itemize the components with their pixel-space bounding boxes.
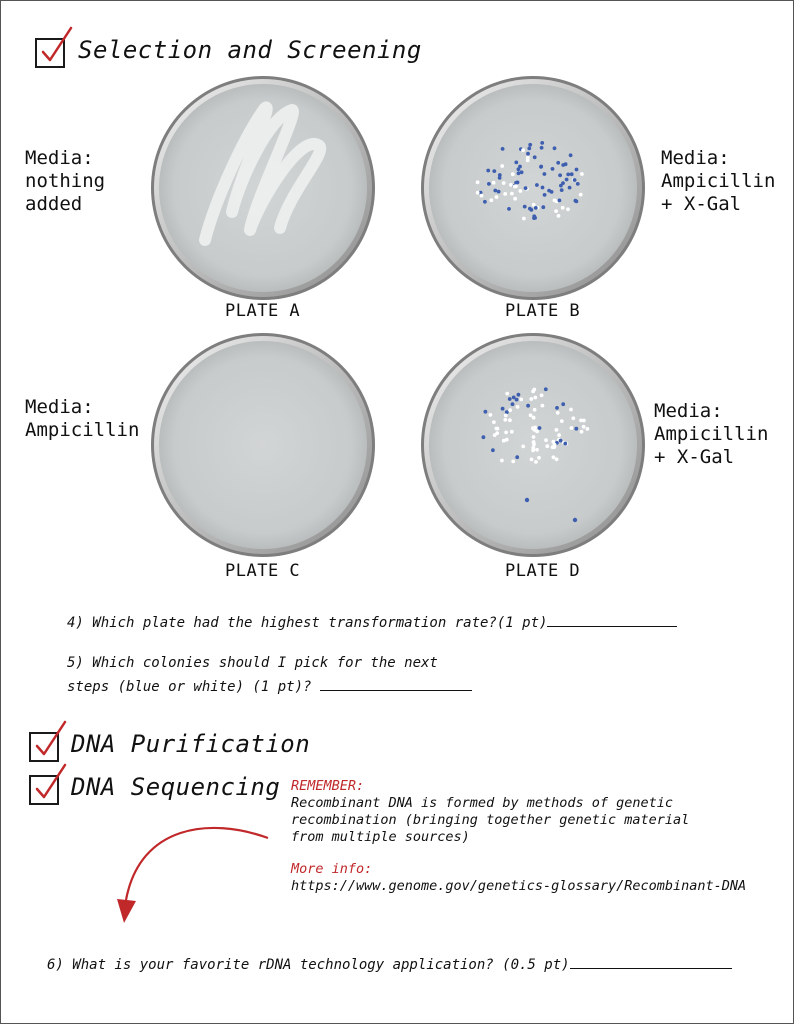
white-colony	[532, 203, 536, 207]
blue-colony	[558, 173, 562, 177]
question-5-line-2	[67, 675, 472, 699]
blue-colony	[533, 216, 537, 220]
white-colony	[554, 209, 558, 213]
blue-colony	[539, 165, 543, 169]
white-colony	[510, 430, 514, 434]
question-4	[67, 611, 677, 635]
blue-colony	[527, 147, 531, 151]
white-colony	[566, 207, 570, 211]
checkbox-purification-icon[interactable]	[29, 732, 59, 762]
plate-label-b: PLATE B	[505, 301, 581, 321]
plate-label-d: PLATE D	[505, 561, 581, 581]
white-colony	[489, 413, 493, 417]
white-colony	[510, 192, 514, 196]
blue-colony	[560, 188, 564, 192]
blue-colony	[498, 176, 502, 180]
white-colony	[500, 459, 504, 463]
blue-colony	[526, 404, 530, 408]
blue-colony	[497, 190, 501, 194]
white-colony	[529, 397, 533, 401]
blue-colony	[524, 186, 528, 190]
blue-colony	[561, 402, 565, 406]
blue-colony	[487, 182, 491, 186]
white-colony	[500, 164, 504, 168]
white-colony	[571, 416, 575, 420]
blue-colony	[564, 162, 568, 166]
white-colony	[579, 193, 583, 197]
blue-colony	[570, 172, 574, 176]
white-colony	[553, 199, 557, 203]
white-colony	[555, 428, 559, 432]
blue-colony	[573, 518, 577, 522]
white-colony	[533, 396, 537, 400]
blue-colony	[568, 186, 572, 190]
white-colony	[518, 189, 522, 193]
white-colony	[533, 426, 537, 430]
white-colony	[511, 172, 515, 176]
white-colony	[492, 420, 496, 424]
blue-colony	[553, 146, 557, 150]
blue-colony	[508, 397, 512, 401]
checkmark-icon	[31, 763, 71, 803]
blue-colony	[558, 199, 562, 203]
media-label-plate-d: Media: Ampicillin + X-Gal	[654, 400, 769, 468]
white-colony	[535, 430, 539, 434]
white-colony	[532, 442, 536, 446]
media-label-plate-c: Media: Ampicillin	[25, 396, 140, 441]
white-colony	[556, 411, 560, 415]
white-colony	[476, 180, 480, 184]
blue-colony	[541, 186, 545, 190]
white-colony	[535, 448, 539, 452]
plate-label-a: PLATE A	[225, 301, 301, 321]
blue-colony	[486, 169, 490, 173]
question-6	[47, 953, 732, 977]
blue-colony	[559, 439, 563, 443]
white-colony	[495, 427, 499, 431]
blue-colony	[491, 448, 495, 452]
white-colony	[560, 419, 564, 423]
white-colony	[495, 195, 499, 199]
plate-a	[151, 76, 375, 300]
blue-colony	[482, 435, 486, 439]
blue-colony	[511, 402, 515, 406]
blue-colony	[556, 161, 560, 165]
white-colony	[521, 445, 525, 449]
blue-colony	[501, 147, 505, 151]
blue-colony	[574, 427, 578, 431]
white-colony	[526, 156, 530, 160]
white-colony	[582, 419, 586, 423]
white-colony	[476, 191, 480, 195]
blue-colony	[543, 193, 547, 197]
question-4-text: 4) Which plate had the highest transformation rate?(1 pt)	[67, 615, 548, 631]
white-colony	[505, 392, 509, 396]
white-colony	[504, 431, 508, 435]
white-colony	[522, 217, 526, 221]
blue-colony	[483, 200, 487, 204]
white-colony	[544, 438, 548, 442]
white-colony	[586, 427, 590, 431]
white-colony	[503, 418, 507, 422]
white-colony	[541, 404, 545, 408]
blue-colony	[535, 183, 539, 187]
white-colony	[532, 435, 536, 439]
white-colony	[530, 458, 534, 462]
blue-colony	[515, 398, 519, 402]
blue-colony	[515, 455, 519, 459]
white-colony	[514, 184, 518, 188]
question-5-line-1: 5) Which colonies should I pick for the next	[67, 655, 438, 671]
blue-colony	[526, 152, 530, 156]
more-info-label: More info:	[291, 861, 373, 877]
white-colony	[569, 408, 573, 412]
remember-label: REMEMBER:	[291, 778, 365, 794]
white-colony	[580, 430, 584, 434]
white-colony	[540, 393, 544, 397]
blue-colony	[507, 207, 511, 211]
blue-colony	[551, 167, 555, 171]
blue-colony	[514, 161, 518, 165]
answer-blank-5[interactable]	[320, 677, 472, 691]
media-label-plate-a: Media: nothing added	[25, 147, 106, 215]
blue-colony	[569, 153, 573, 157]
blue-colony	[563, 442, 567, 446]
blue-colony	[514, 181, 518, 185]
blue-colony	[533, 155, 537, 159]
white-colony	[495, 431, 499, 435]
white-colony	[502, 439, 506, 443]
blue-colony	[561, 181, 565, 185]
white-colony	[513, 197, 517, 201]
white-colony	[551, 445, 555, 449]
blue-colony	[525, 498, 529, 502]
white-colony	[580, 172, 584, 176]
blue-colony	[534, 206, 538, 210]
blue-colony	[528, 143, 532, 147]
media-label-plate-b: Media: Ampicillin + X-Gal	[661, 147, 776, 215]
white-colony	[480, 194, 484, 198]
white-colony	[511, 460, 515, 464]
section-title-sequencing: DNA Sequencing	[71, 773, 281, 801]
blue-colony	[492, 169, 496, 173]
white-colony	[516, 405, 520, 409]
white-colony	[492, 181, 496, 185]
blue-colony	[540, 141, 544, 145]
blue-colony	[576, 182, 580, 186]
white-colony	[570, 426, 574, 430]
blue-colony	[541, 205, 545, 209]
white-colony	[519, 398, 523, 402]
answer-blank-4[interactable]	[547, 613, 677, 627]
answer-blank-6[interactable]	[570, 955, 732, 969]
blue-colony	[501, 407, 505, 411]
blue-colony	[543, 172, 547, 176]
white-colony	[557, 433, 561, 437]
white-colony	[552, 455, 556, 459]
blue-colony	[550, 190, 554, 194]
blue-colony	[517, 393, 521, 397]
blue-colony	[575, 200, 579, 204]
white-colony	[508, 408, 512, 412]
white-colony	[561, 206, 565, 210]
white-colony	[582, 425, 586, 429]
remember-line-2: recombination (bringing together genetic material	[291, 812, 690, 828]
white-colony	[557, 214, 561, 218]
white-colony	[534, 460, 538, 464]
more-info-url[interactable]: https://www.genome.gov/genetics-glossary/Recombinant-DNA	[291, 878, 747, 894]
blue-colony	[493, 189, 497, 193]
blue-colony	[528, 207, 532, 211]
remember-note	[291, 778, 746, 895]
white-colony	[555, 457, 559, 461]
white-colony	[509, 183, 513, 187]
white-colony	[489, 198, 493, 202]
question-5-text: steps (blue or white) (1 pt)?	[67, 679, 320, 695]
section-title-purification: DNA Purification	[71, 730, 311, 758]
question-6-text: 6) What is your favorite rDNA technology application? (0.5 pt)	[47, 957, 570, 973]
blue-colony	[518, 165, 522, 169]
white-colony	[545, 444, 549, 448]
checkbox-sequencing-icon[interactable]	[29, 775, 59, 805]
white-colony	[531, 448, 535, 452]
plate-b	[421, 76, 645, 300]
blue-colony	[573, 178, 577, 182]
blue-colony	[538, 426, 542, 430]
blue-colony	[575, 168, 579, 172]
blue-colony	[523, 205, 527, 209]
white-colony	[531, 390, 535, 394]
white-colony	[502, 181, 506, 185]
white-colony	[537, 456, 541, 460]
blue-colony	[565, 178, 569, 182]
white-colony	[532, 416, 536, 420]
blue-colony	[540, 146, 544, 150]
white-colony	[508, 418, 512, 422]
blue-colony	[544, 387, 548, 391]
remember-line-1: Recombinant DNA is formed by methods of genetic	[291, 795, 674, 811]
blue-colony	[484, 410, 488, 414]
white-colony	[503, 192, 507, 196]
section-title-selection: Selection and Screening	[78, 36, 422, 64]
blue-colony	[517, 171, 521, 175]
white-colony	[521, 148, 525, 152]
plate-label-c: PLATE C	[225, 561, 301, 581]
plate-c	[151, 333, 375, 557]
plate-d	[421, 333, 645, 557]
white-colony	[533, 408, 537, 412]
white-colony	[529, 413, 533, 417]
blue-colony	[555, 406, 559, 410]
blue-colony	[566, 173, 570, 177]
checkmark-icon	[31, 720, 71, 760]
curved-arrow-icon	[100, 815, 280, 930]
white-colony	[504, 414, 508, 418]
remember-line-3: from multiple sources)	[291, 829, 470, 845]
